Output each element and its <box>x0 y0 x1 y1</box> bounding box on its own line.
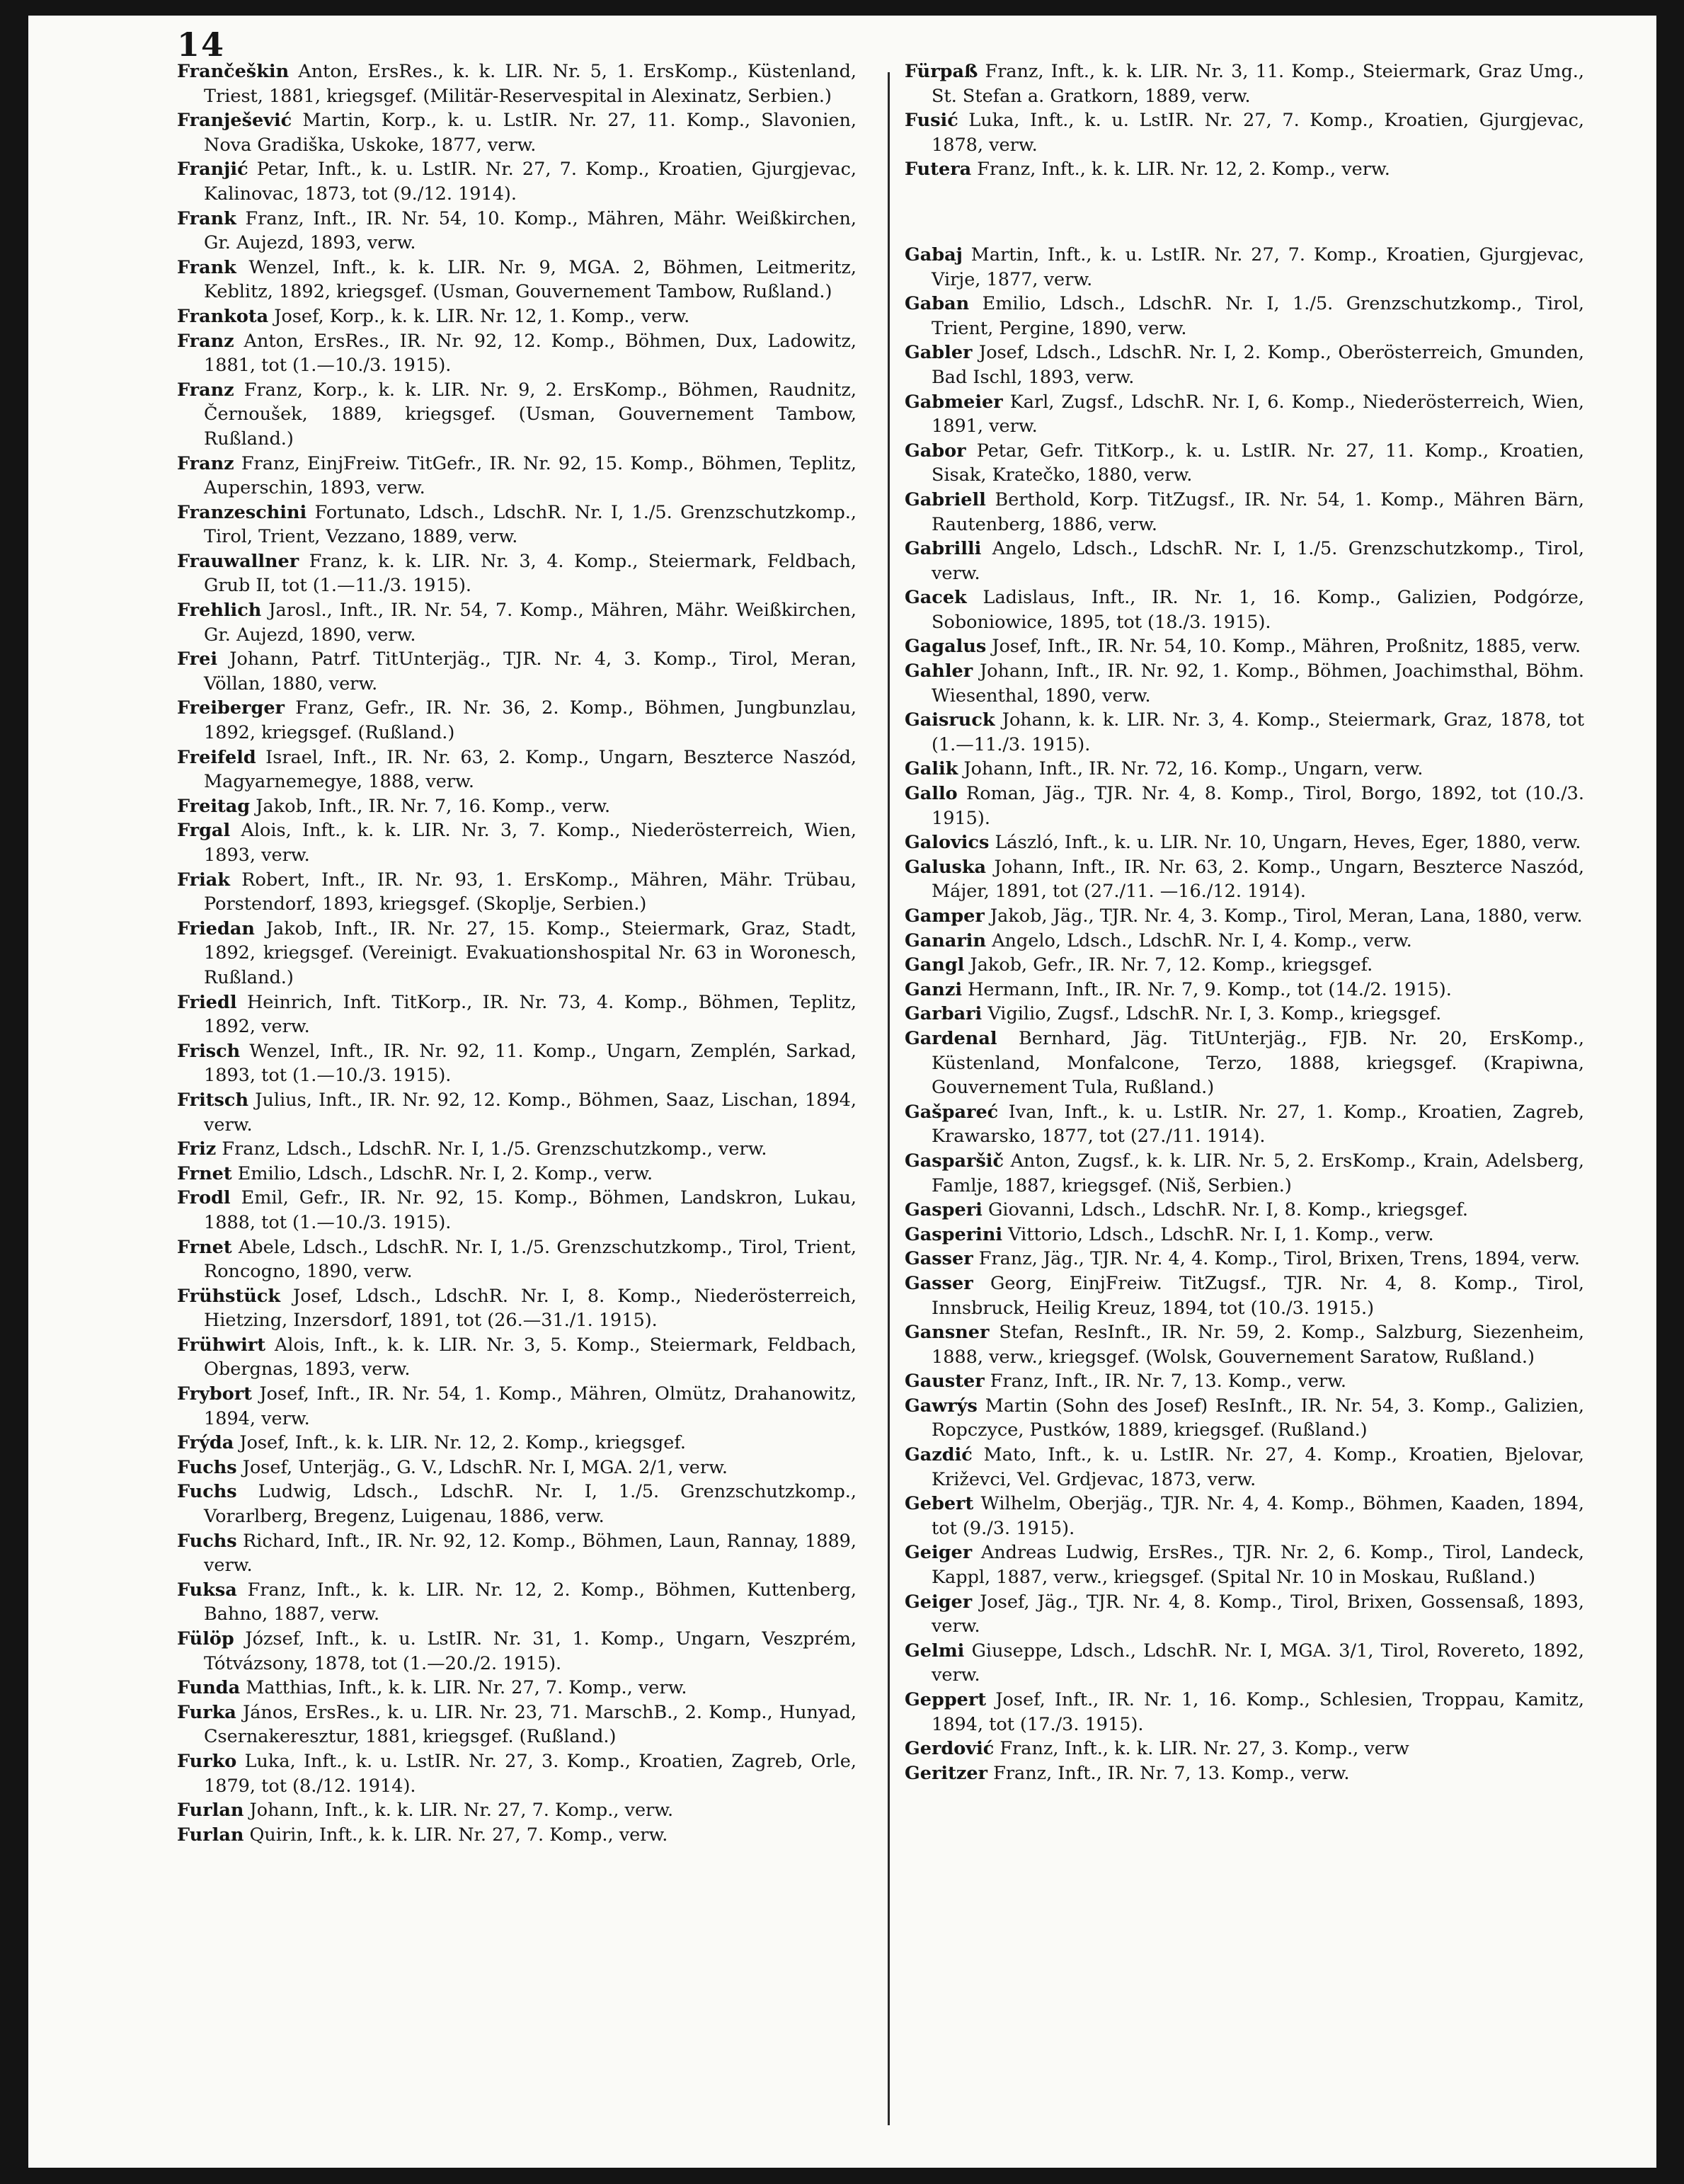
list-entry <box>905 390 1584 439</box>
entry-surname: Freifeld <box>177 746 256 768</box>
entry-surname: Fritsch <box>177 1089 248 1111</box>
entry-details: Franz, Ldsch., LdschR. Nr. I, 1./5. Grenzschutzkomp., verw. <box>222 1138 767 1160</box>
entry-surname: Fuchs <box>177 1481 237 1503</box>
entry-surname: Gahler <box>905 661 973 682</box>
entry-surname: Fürpaß <box>905 61 978 82</box>
entry-surname: Galuska <box>905 856 987 878</box>
entry-details: Berthold, Korp. TitZugsf., IR. Nr. 54, 1. Komp., Mähren Bärn, Rautenberg, 1886, verw. <box>932 488 1585 535</box>
entry-details: Josef, Inft., IR. Nr. 54, 1. Komp., Mähren, Olmütz, Drahanowitz, 1894, verw. <box>204 1383 857 1429</box>
list-entry <box>177 304 857 329</box>
entry-surname: Gabriell <box>905 488 986 510</box>
list-entry <box>905 1198 1584 1223</box>
entry-details: Franz, Jäg., TJR. Nr. 4, 4. Komp., Tirol, Brixen, Trens, 1894, verw. <box>978 1248 1580 1270</box>
entry-surname: Gasser <box>905 1272 973 1294</box>
entry-surname: Friedl <box>177 991 237 1013</box>
entry-details: Alois, Inft., k. k. LIR. Nr. 3, 7. Komp., Niederösterreich, Wien, 1893, verw. <box>204 820 857 866</box>
entry-details: Johann, Inft., IR. Nr. 63, 2. Komp., Ungarn, Beszterce Naszód, Májer, 1891, tot (27./11. —16./12. 1914). <box>932 856 1584 903</box>
list-entry <box>905 757 1584 782</box>
list-entry <box>905 1271 1584 1320</box>
entry-details: Josef, Jäg., TJR. Nr. 4, 8. Komp., Tirol, Brixen, Gossensaß, 1893, verw. <box>932 1591 1584 1637</box>
entry-surname: Frehlich <box>177 600 262 622</box>
entry-surname: Gaisruck <box>905 709 995 731</box>
entry-surname: Friedan <box>177 917 255 939</box>
entry-details: Bernhard, Jäg. TitUnterjäg., FJB. Nr. 20, ErsKomp., Küstenland, Monfalcone, Terzo, 1888, kriegsgef. (Krapiwna, Gouvernement Tula, Rußland.) <box>932 1027 1585 1099</box>
entry-surname: Gabor <box>905 440 966 462</box>
entry-surname: Gagalus <box>905 636 987 658</box>
entry-surname: Funda <box>177 1677 241 1699</box>
list-entry <box>177 1480 857 1528</box>
left-column <box>177 59 857 1847</box>
entry-details: Emilio, Ldsch., LdschR. Nr. I, 2. Komp., verw. <box>237 1162 653 1184</box>
list-entry <box>177 329 857 378</box>
entry-surname: Gerdović <box>905 1738 995 1760</box>
entry-surname: Gabler <box>905 342 973 364</box>
entry-details: Johann, Inft., IR. Nr. 72, 16. Komp., Ungarn, verw. <box>963 758 1424 780</box>
entry-surname: Gaban <box>905 293 970 315</box>
page-number: 14 <box>177 25 226 64</box>
entry-surname: Gauster <box>905 1371 985 1393</box>
entry-details: Jarosl., Inft., IR. Nr. 54, 7. Komp., Mähren, Mähr. Weißkirchen, Gr. Aujezd, 1890, verw. <box>204 600 857 646</box>
entry-surname: Gasser <box>905 1248 973 1270</box>
entry-details: Jakob, Inft., IR. Nr. 27, 15. Komp., Steiermark, Graz, Stadt, 1892, kriegsgef. (Vereinigt. Evakuationshospital Nr. 63 in Woronesch, Rußland.) <box>204 917 857 988</box>
entry-surname: Galovics <box>905 832 990 854</box>
entry-details: Wenzel, Inft., IR. Nr. 92, 11. Komp., Ungarn, Zemplén, Sarkad, 1893, tot (1.—10./3. 1915). <box>204 1040 857 1087</box>
entry-details: Luka, Inft., k. u. LstIR. Nr. 27, 7. Komp., Kroatien, Gjurgjevac, 1878, verw. <box>932 110 1584 156</box>
entry-surname: Gazdić <box>905 1444 973 1466</box>
entry-surname: Gardenal <box>905 1027 997 1049</box>
list-entry <box>905 929 1584 954</box>
entry-surname: Frnet <box>177 1162 232 1184</box>
entry-surname: Friak <box>177 869 230 891</box>
entry-surname: Frisch <box>177 1040 241 1062</box>
list-entry <box>905 1027 1584 1100</box>
list-entry <box>177 157 857 206</box>
entry-surname: Galik <box>905 758 958 780</box>
entry-details: Georg, EinjFreiw. TitZugsf., TJR. Nr. 4, 8. Komp., Tirol, Innsbruck, Heilig Kreuz, 1894, tot (10./3. 1915.) <box>932 1272 1584 1319</box>
entry-details: Stefan, ResInft., IR. Nr. 59, 2. Komp., Salzburg, Siezenheim, 1888, verw., kriegsgef. (Wolsk, Gouvernement Saratow, Rußland.) <box>932 1322 1584 1368</box>
list-entry <box>177 818 857 867</box>
list-entry <box>177 549 857 598</box>
entry-details: Matthias, Inft., k. k. LIR. Nr. 27, 7. Komp., verw. <box>246 1677 687 1699</box>
entry-details: Petar, Inft., k. u. LstIR. Nr. 27, 7. Komp., Kroatien, Gjurgjevac, Kalinovac, 1873, tot (9./12. 1914). <box>204 159 857 205</box>
list-entry <box>905 1688 1584 1737</box>
entry-surname: Gasparšič <box>905 1150 1004 1172</box>
list-entry <box>905 488 1584 537</box>
entry-details: Quirin, Inft., k. k. LIR. Nr. 27, 7. Komp., verw. <box>249 1824 668 1846</box>
entry-surname: Gelmi <box>905 1640 965 1662</box>
entry-details: Anton, ErsRes., k. k. LIR. Nr. 5, 1. ErsKomp., Küstenland, Triest, 1881, kriegsgef. (Militär-Reservespital in Alexinatz, Serbien.) <box>204 61 857 107</box>
entry-surname: Frgal <box>177 820 231 842</box>
list-entry <box>177 1088 857 1137</box>
entry-surname: Gacek <box>905 587 967 609</box>
list-entry <box>905 1540 1584 1589</box>
entry-surname: Fuksa <box>177 1579 237 1601</box>
entry-details: Ladislaus, Inft., IR. Nr. 1, 16. Komp., Galizien, Podgórze, Soboniowice, 1895, tot (18./3. 1915). <box>932 587 1584 633</box>
entry-details: Josef, Ldsch., LdschR. Nr. I, 2. Komp., Oberösterreich, Gmunden, Bad Ischl, 1893, verw. <box>932 342 1585 388</box>
entry-details: Jakob, Jäg., TJR. Nr. 4, 3. Komp., Tirol, Meran, Lana, 1880, verw. <box>990 905 1583 927</box>
entry-details: Giovanni, Ldsch., LdschR. Nr. I, 8. Komp., kriegsgef. <box>987 1199 1468 1221</box>
list-entry <box>177 1186 857 1235</box>
list-entry <box>905 585 1584 634</box>
entry-details: Luka, Inft., k. u. LstIR. Nr. 27, 3. Komp., Kroatien, Zagreb, Orle, 1879, tot (8./12. 1914). <box>204 1750 857 1797</box>
list-entry <box>177 1700 857 1749</box>
list-entry <box>177 917 857 990</box>
entry-details: Martin (Sohn des Josef) ResInft., IR. Nr. 54, 3. Komp., Galizien, Ropczyce, Pustków, 1889, kriegsgef. (Rußland.) <box>932 1395 1584 1441</box>
entry-surname: Furka <box>177 1701 236 1723</box>
list-entry <box>905 1492 1584 1540</box>
entry-surname: Gawrýs <box>905 1395 978 1417</box>
entry-surname: Franz <box>177 379 234 401</box>
entry-surname: Gabrilli <box>905 538 982 560</box>
list-entry <box>177 794 857 819</box>
list-entry <box>177 1162 857 1187</box>
entry-details: Franz, Inft., k. k. LIR. Nr. 27, 3. Komp., verw <box>999 1738 1409 1760</box>
entry-surname: Gasperini <box>905 1223 1003 1245</box>
list-entry <box>177 1382 857 1431</box>
entry-details: Vittorio, Ldsch., LdschR. Nr. I, 1. Komp., verw. <box>1008 1223 1434 1245</box>
entry-surname: Franjić <box>177 159 248 181</box>
list-entry <box>177 1798 857 1823</box>
section-gap <box>905 182 1584 243</box>
list-entry <box>905 537 1584 585</box>
list-entry <box>905 1394 1584 1443</box>
list-entry <box>177 108 857 157</box>
entry-details: Jakob, Inft., IR. Nr. 7, 16. Komp., verw. <box>256 795 611 817</box>
entry-details: József, Inft., k. u. LstIR. Nr. 31, 1. Komp., Ungarn, Veszprém, Tótvázsony, 1878, tot (1.—20./2. 1915). <box>204 1628 857 1674</box>
entry-details: Alois, Inft., k. k. LIR. Nr. 3, 5. Komp., Steiermark, Feldbach, Obergnas, 1893, verw. <box>204 1334 857 1380</box>
entry-surname: Frühwirt <box>177 1334 266 1356</box>
entry-details: Wilhelm, Oberjäg., TJR. Nr. 4, 4. Komp., Böhmen, Kaaden, 1894, tot (9./3. 1915). <box>932 1493 1584 1539</box>
entry-details: Franz, Gefr., IR. Nr. 36, 2. Komp., Böhmen, Jungbunzlau, 1892, kriegsgef. (Rußland.) <box>204 697 857 744</box>
entry-details: Franz, Korp., k. k. LIR. Nr. 9, 2. ErsKomp., Böhmen, Raudnitz, Černoušek, 1889, kriegsgef. (Usman, Gouvernement Tambow, Rußland.) <box>204 379 857 450</box>
entry-surname: Frnet <box>177 1236 232 1258</box>
entry-surname: Freitag <box>177 795 251 817</box>
entry-details: Anton, ErsRes., IR. Nr. 92, 12. Komp., Böhmen, Dux, Ladowitz, 1881, tot (1.—10./3. 1915). <box>204 330 857 377</box>
list-entry <box>177 1333 857 1382</box>
entry-details: Emilio, Ldsch., LdschR. Nr. I, 1./5. Grenzschutzkomp., Tirol, Trient, Pergine, 1890, verw. <box>932 293 1584 339</box>
list-entry <box>177 1529 857 1578</box>
entry-surname: Franz <box>177 452 234 474</box>
entry-details: Fortunato, Ldsch., LdschR. Nr. I, 1./5. Grenzschutzkomp., Tirol, Trient, Vezzano, 1889, verw. <box>204 501 857 548</box>
entry-details: Abele, Ldsch., LdschR. Nr. I, 1./5. Grenzschutzkomp., Tirol, Trient, Roncogno, 1890, verw. <box>204 1236 857 1283</box>
list-entry <box>177 868 857 917</box>
entry-details: Franz, Inft., k. k. LIR. Nr. 3, 11. Komp., Steiermark, Graz Umg., St. Stefan a. Gratkorn, 1889, verw. <box>932 61 1584 107</box>
list-entry <box>905 634 1584 659</box>
list-entry <box>905 708 1584 757</box>
entry-details: Josef, Unterjäg., G. V., LdschR. Nr. I, MGA. 2/1, verw. <box>242 1456 728 1478</box>
entry-details: Vigilio, Zugsf., LdschR. Nr. I, 3. Komp., kriegsgef. <box>987 1003 1442 1025</box>
entry-details: Giuseppe, Ldsch., LdschR. Nr. I, MGA. 3/1, Tirol, Rovereto, 1892, verw. <box>932 1640 1585 1686</box>
entry-details: László, Inft., k. u. LIR. Nr. 10, Ungarn, Heves, Eger, 1880, verw. <box>995 832 1581 854</box>
list-entry <box>177 1137 857 1162</box>
entry-surname: Freiberger <box>177 697 285 719</box>
entry-surname: Futera <box>905 159 972 181</box>
list-entry <box>905 1223 1584 1247</box>
entry-details: Ludwig, Ldsch., LdschR. Nr. I, 1./5. Grenzschutzkomp., Vorarlberg, Bregenz, Luigenau, 1886, verw. <box>204 1481 857 1528</box>
entry-surname: Frankota <box>177 305 269 327</box>
entry-surname: Frauwallner <box>177 550 299 572</box>
list-entry <box>177 256 857 304</box>
list-entry <box>905 1443 1584 1492</box>
entry-details: Franz, Inft., k. k. LIR. Nr. 12, 2. Komp., verw. <box>977 159 1390 181</box>
entry-details: Franz, Inft., IR. Nr. 7, 13. Komp., verw. <box>993 1762 1350 1784</box>
list-entry <box>177 452 857 501</box>
entry-details: Hermann, Inft., IR. Nr. 7, 9. Komp., tot (14./2. 1915). <box>968 978 1452 1000</box>
entry-surname: Geiger <box>905 1542 973 1564</box>
entry-surname: Gabaj <box>905 244 963 265</box>
entry-surname: Fusić <box>905 110 958 132</box>
list-entry <box>905 855 1584 904</box>
entry-details: Petar, Gefr. TitKorp., k. u. LstIR. Nr. 27, 11. Komp., Kroatien, Sisak, Kratečko, 1880, verw. <box>932 440 1585 486</box>
entry-details: Josef, Inft., k. k. LIR. Nr. 12, 2. Komp., kriegsgef. <box>239 1432 687 1454</box>
list-entry <box>905 1737 1584 1761</box>
list-entry <box>905 157 1584 182</box>
entry-surname: Frühstück <box>177 1285 281 1307</box>
entry-details: Roman, Jäg., TJR. Nr. 4, 8. Komp., Tirol, Borgo, 1892, tot (10./3. 1915). <box>932 783 1585 829</box>
list-entry <box>177 1627 857 1676</box>
list-entry <box>905 830 1584 855</box>
list-entry <box>177 378 857 452</box>
entry-details: Jakob, Gefr., IR. Nr. 7, 12. Komp., kriegsgef. <box>970 954 1373 976</box>
entry-details: Josef, Ldsch., LdschR. Nr. I, 8. Komp., Niederösterreich, Hietzing, Inzersdorf, 1891, tot (26.—31./1. 1915). <box>204 1285 857 1332</box>
entry-details: Robert, Inft., IR. Nr. 93, 1. ErsKomp., Mähren, Mähr. Trübau, Porstendorf, 1893, kriegsgef. (Skoplje, Serbien.) <box>204 869 857 915</box>
entry-details: Israel, Inft., IR. Nr. 63, 2. Komp., Ungarn, Beszterce Naszód, Magyarnemegye, 1888, verw. <box>204 746 857 793</box>
entry-surname: Gašpareć <box>905 1101 999 1123</box>
list-entry <box>905 59 1584 108</box>
page <box>28 16 1656 2168</box>
list-entry <box>177 1676 857 1700</box>
list-entry <box>905 1002 1584 1027</box>
entry-surname: Geritzer <box>905 1762 988 1784</box>
list-entry <box>905 904 1584 929</box>
entry-details: Wenzel, Inft., k. k. LIR. Nr. 9, MGA. 2, Böhmen, Leitmeritz, Keblitz, 1892, kriegsgef. (Usman, Gouvernement Tambow, Rußland.) <box>204 256 857 303</box>
entry-details: János, ErsRes., k. u. LIR. Nr. 23, 71. MarschB., 2. Komp., Hunyad, Csernakeresztur, 1881, kriegsgef. (Rußland.) <box>204 1701 857 1748</box>
entry-surname: Franz <box>177 330 234 352</box>
entry-details: Franz, EinjFreiw. TitGefr., IR. Nr. 92, 15. Komp., Böhmen, Teplitz, Auperschin, 1893, verw. <box>204 452 857 499</box>
entry-surname: Ganarin <box>905 930 987 951</box>
entry-details: Martin, Inft., k. u. LstIR. Nr. 27, 7. Komp., Kroatien, Gjurgjevac, Virje, 1877, verw. <box>932 244 1584 290</box>
list-entry <box>905 782 1584 830</box>
entry-surname: Friz <box>177 1138 217 1160</box>
list-entry <box>177 1823 857 1848</box>
list-entry <box>177 990 857 1039</box>
entry-details: Julius, Inft., IR. Nr. 92, 12. Komp., Böhmen, Saaz, Lischan, 1894, verw. <box>204 1089 857 1136</box>
entry-surname: Gallo <box>905 783 958 805</box>
entry-surname: Geppert <box>905 1689 987 1710</box>
list-entry <box>905 1761 1584 1786</box>
entry-surname: Ganzi <box>905 978 963 1000</box>
list-entry <box>177 696 857 745</box>
entry-details: Heinrich, Inft. TitKorp., IR. Nr. 73, 4. Komp., Böhmen, Teplitz, 1892, verw. <box>204 991 857 1038</box>
list-entry <box>905 1247 1584 1271</box>
entry-surname: Gasperi <box>905 1199 983 1221</box>
entry-details: Mato, Inft., k. u. LstIR. Nr. 27, 4. Komp., Kroatien, Bjelovar, Križevci, Vel. Grdjevac, 1873, verw. <box>932 1444 1584 1490</box>
entry-details: Josef, Korp., k. k. LIR. Nr. 12, 1. Komp., verw. <box>274 305 690 327</box>
entry-details: Karl, Zugsf., LdschR. Nr. I, 6. Komp., Niederösterreich, Wien, 1891, verw. <box>932 391 1585 438</box>
list-entry <box>177 745 857 794</box>
entry-surname: Furlan <box>177 1800 244 1822</box>
list-entry <box>905 1320 1584 1369</box>
list-entry <box>905 1149 1584 1198</box>
entry-surname: Gabmeier <box>905 391 1003 413</box>
entry-details: Andreas Ludwig, ErsRes., TJR. Nr. 2, 6. Komp., Tirol, Landeck, Kappl, 1887, verw., kriegsgef. (Spital Nr. 10 in Moskau, Rußland.) <box>932 1542 1585 1589</box>
list-entry <box>177 598 857 647</box>
column-divider <box>888 72 890 2125</box>
entry-details: Anton, Zugsf., k. k. LIR. Nr. 5, 2. ErsKomp., Krain, Adelsberg, Famlje, 1887, kriegsgef. (Niš, Serbien.) <box>932 1150 1584 1196</box>
list-entry <box>177 1578 857 1627</box>
list-entry <box>177 207 857 256</box>
entry-surname: Fuchs <box>177 1530 237 1552</box>
right-column-main <box>905 243 1584 1785</box>
list-entry <box>905 439 1584 488</box>
list-entry <box>177 1749 857 1798</box>
entry-surname: Furlan <box>177 1824 244 1846</box>
list-entry <box>905 1639 1584 1688</box>
list-entry <box>905 108 1584 157</box>
entry-surname: Frodl <box>177 1187 231 1209</box>
list-entry <box>905 292 1584 341</box>
entry-surname: Fuchs <box>177 1456 237 1478</box>
entry-details: Martin, Korp., k. u. LstIR. Nr. 27, 11. Komp., Slavonien, Nova Gradiška, Uskoke, 1877, verw. <box>204 110 857 156</box>
list-entry <box>177 647 857 696</box>
entry-surname: Fülöp <box>177 1628 234 1650</box>
list-entry <box>905 1590 1584 1639</box>
entry-surname: Frýda <box>177 1432 234 1454</box>
entry-surname: Gansner <box>905 1322 990 1344</box>
entry-surname: Franzeschini <box>177 501 307 523</box>
entry-surname: Gangl <box>905 954 965 976</box>
list-entry <box>905 978 1584 1002</box>
list-entry <box>905 953 1584 978</box>
right-column <box>905 59 1584 1785</box>
list-entry <box>177 1431 857 1456</box>
entry-surname: Franješević <box>177 110 292 132</box>
entry-surname: Frančeškin <box>177 61 290 82</box>
list-entry <box>177 1039 857 1088</box>
entry-surname: Gamper <box>905 905 985 927</box>
entry-surname: Garbari <box>905 1003 983 1025</box>
entry-details: Johann, Inft., k. k. LIR. Nr. 27, 7. Komp., verw. <box>249 1800 674 1822</box>
entry-details: Angelo, Ldsch., LdschR. Nr. I, 4. Komp., verw. <box>992 930 1412 951</box>
list-entry <box>905 341 1584 389</box>
entry-details: Franz, Inft., IR. Nr. 54, 10. Komp., Mähren, Mähr. Weißkirchen, Gr. Aujezd, 1893, verw. <box>204 207 857 254</box>
list-entry <box>177 59 857 108</box>
list-entry <box>905 659 1584 708</box>
entry-surname: Frank <box>177 256 236 278</box>
entry-details: Emil, Gefr., IR. Nr. 92, 15. Komp., Böhmen, Landskron, Lukau, 1888, tot (1.—10./3. 1915). <box>204 1187 857 1233</box>
list-entry <box>177 1284 857 1333</box>
entry-details: Franz, Inft., IR. Nr. 7, 13. Komp., verw. <box>990 1371 1347 1393</box>
entry-surname: Gebert <box>905 1493 974 1515</box>
entry-details: Franz, Inft., k. k. LIR. Nr. 12, 2. Komp., Böhmen, Kuttenberg, Bahno, 1887, verw. <box>204 1579 857 1625</box>
entry-surname: Frei <box>177 648 218 670</box>
entry-details: Franz, k. k. LIR. Nr. 3, 4. Komp., Steiermark, Feldbach, Grub II, tot (1.—11./3. 1915). <box>204 550 857 597</box>
entry-details: Ivan, Inft., k. u. LstIR. Nr. 27, 1. Komp., Kroatien, Zagreb, Krawarsko, 1877, tot (27./11. 1914). <box>932 1101 1584 1148</box>
right-column-top <box>905 59 1584 182</box>
list-entry <box>177 1456 857 1480</box>
list-entry <box>905 1369 1584 1394</box>
entry-details: Johann, Inft., IR. Nr. 92, 1. Komp., Böhmen, Joachimsthal, Böhm. Wiesenthal, 1890, verw. <box>932 661 1585 707</box>
list-entry <box>905 243 1584 292</box>
entry-details: Johann, Patrf. TitUnterjäg., TJR. Nr. 4, 3. Komp., Tirol, Meran, Völlan, 1880, verw. <box>204 648 857 694</box>
entry-details: Josef, Inft., IR. Nr. 54, 10. Komp., Mähren, Proßnitz, 1885, verw. <box>992 636 1581 658</box>
list-entry <box>177 501 857 549</box>
entry-surname: Geiger <box>905 1591 973 1613</box>
entry-surname: Frybort <box>177 1383 252 1405</box>
list-entry <box>177 1235 857 1284</box>
list-entry <box>905 1100 1584 1149</box>
entry-details: Richard, Inft., IR. Nr. 92, 12. Komp., Böhmen, Laun, Rannay, 1889, verw. <box>204 1530 857 1577</box>
entry-surname: Frank <box>177 207 236 229</box>
entry-details: Angelo, Ldsch., LdschR. Nr. I, 1./5. Grenzschutzkomp., Tirol, verw. <box>932 538 1584 584</box>
entry-surname: Furko <box>177 1750 237 1772</box>
entry-details: Josef, Inft., IR. Nr. 1, 16. Komp., Schlesien, Troppau, Kamitz, 1894, tot (17./3. 1915). <box>932 1689 1584 1735</box>
entry-details: Johann, k. k. LIR. Nr. 3, 4. Komp., Steiermark, Graz, 1878, tot (1.—11./3. 1915). <box>932 709 1585 755</box>
